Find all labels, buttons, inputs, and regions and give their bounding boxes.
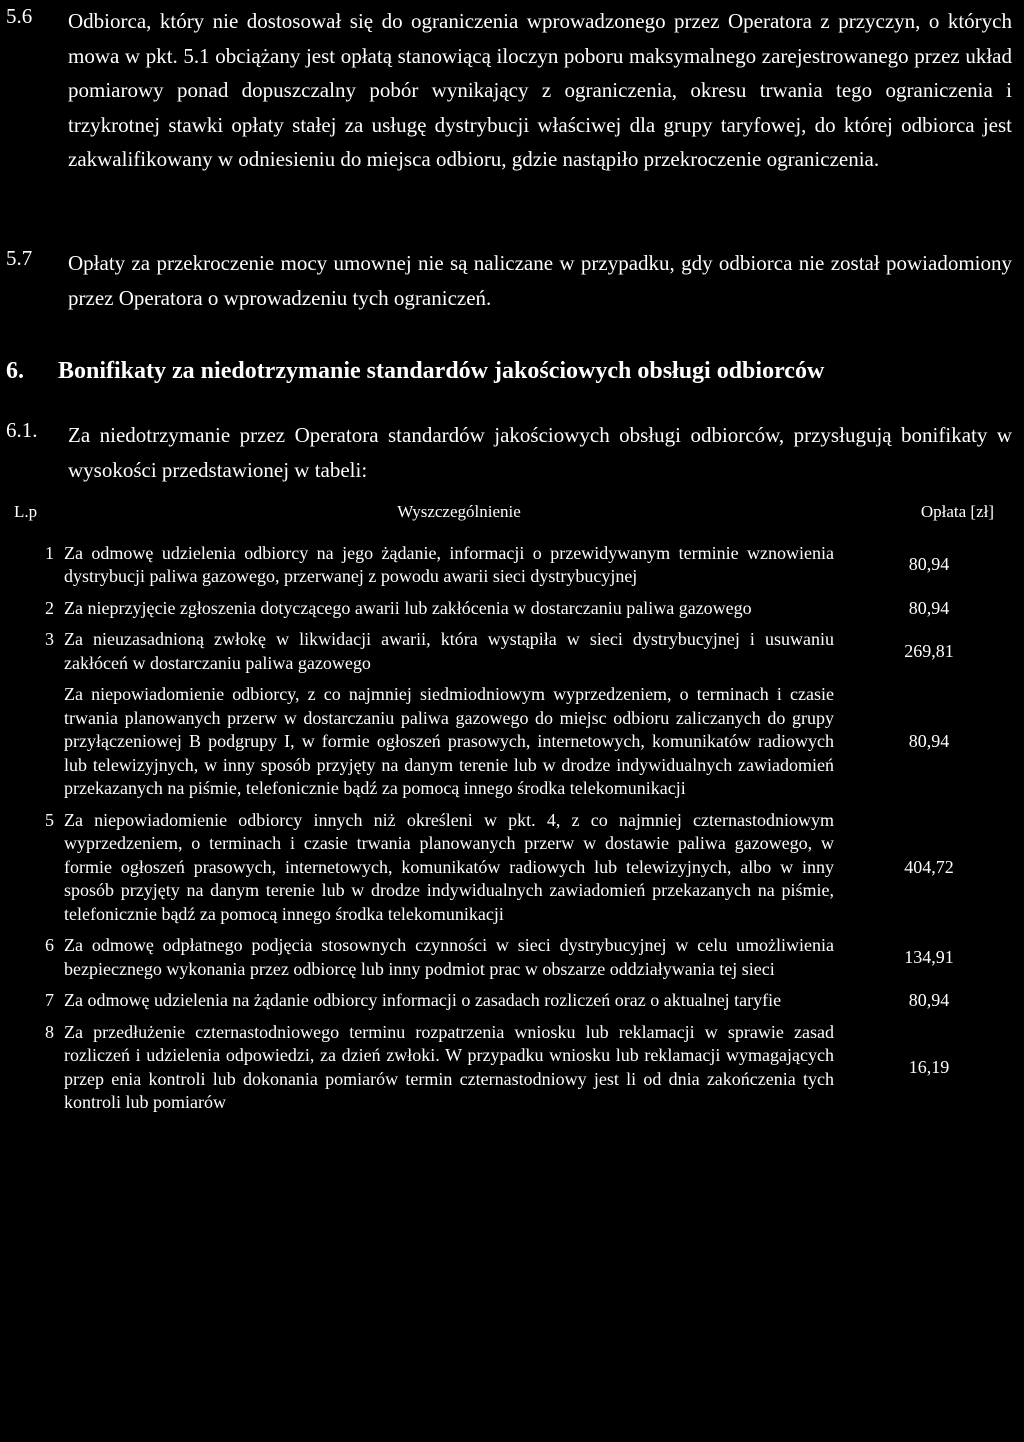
paragraph-text: Opłaty za przekroczenie mocy umownej nie są naliczane w przypadku, gdy odbiorca nie został powiadomiony przez Operatora o wprowadzeniu tych ograniczeń. <box>68 251 1012 310</box>
section-title: Bonifikaty za niedotrzymanie standardów jakościowych obsługi odbiorców <box>58 358 825 384</box>
row-description: Za niepowiadomienie odbiorcy, z co najmniej siedmiodniowym wyprzedzeniem, o terminach i czasie trwania planowanych przerw w dostarczaniu paliwa gazowego do miejsc odbioru zaliczanych do grupy przyłączeniowej B podgrupy I, w formie ogłoszeń prasowych, internetowych, komunikatów radiowych lub telewizyjnych, w inny sposób przyjęty na danym terenie lub w drodze indywidualnych zawiadomień przekazanych na piśmie, telefonicznie bądź za pomocą innego środka telekomunikacji <box>64 684 834 798</box>
row-fee: 16,19 <box>908 1056 950 1077</box>
row-description: Za nieprzyjęcie zgłoszenia dotyczącego awarii lub zakłócenia w dostarczaniu paliwa gazowego <box>64 597 752 618</box>
row-number: 1 <box>45 542 54 563</box>
row-fee: 269,81 <box>904 640 954 661</box>
paragraph-6-1 <box>6 418 1012 487</box>
table-row <box>14 1021 1004 1123</box>
table-row <box>14 934 1004 989</box>
table-row <box>14 542 1004 597</box>
row-number: 8 <box>45 1021 54 1042</box>
row-description: Za przedłużenie czternastodniowego terminu rozpatrzenia wniosku lub reklamacji w sprawie zasad rozliczeń i udzielenia odpowiedzi, za dzień zwłoki. W przypadku wniosku lub reklamacji wymagających przep enia kontroli lub dokonania pomiarów termin czternastodniowy jest li od dnia zakończenia tych kontroli lub pomiarów <box>64 1021 834 1112</box>
row-fee: 404,72 <box>904 856 954 877</box>
row-description: Za nieuzasadnioną zwłokę w likwidacji awarii, która wystąpiła w sieci dystrybucyjnej i usuwaniu zakłóceń w dostarczaniu paliwa gazowego <box>64 629 834 673</box>
table-row <box>14 628 1004 683</box>
row-description: Za odmowę odpłatnego podjęcia stosownych czynności w sieci dystrybucyjnej w celu umożliwienia bezpiecznego wykonania przez odbiorcę lub inny podmiot prac w obszarze oddziaływania tej sieci <box>64 935 834 979</box>
row-number: 2 <box>45 597 54 618</box>
section-number: 6. <box>6 358 24 384</box>
row-number: 3 <box>45 629 54 649</box>
row-fee: 80,94 <box>908 990 950 1010</box>
row-description: Za odmowę udzielenia na żądanie odbiorcy informacji o zasadach rozliczeń oraz o aktualnej taryfie <box>64 990 782 1010</box>
row-fee: 80,94 <box>908 597 950 618</box>
row-number: 5 <box>45 809 54 830</box>
row-description: Za niepowiadomienie odbiorcy innych niż określeni w pkt. 4, z co najmniej czternastodniowym wyprzedzeniem, o terminach i czasie trwania planowanych przerw w dostawie paliwa gazowego, w formie ogłoszeń prasowych, internetowych, komunikatów radiowych lub telewizyjnych, albo w inny sposób przyjęty na danym terenie lub w drodze indywidualnych zawiadomień przekazanych na piśmie, telefonicznie bądź za pomocą innego środka telekomunikacji <box>64 809 834 924</box>
row-number: 6 <box>45 935 54 955</box>
table-row <box>14 809 1004 935</box>
section-heading-6 <box>6 358 824 385</box>
column-header-fee: Opłata [zł] <box>920 502 994 521</box>
paragraph-number: 6.1. <box>6 418 38 442</box>
table-row <box>14 597 1004 629</box>
paragraph-text: Odbiorca, który nie dostosował się do ograniczenia wprowadzonego przez Operatora z przyczyn, o których mowa w pkt. 5.1 obciążany jest opłatą stanowiącą iloczyn poboru maksymalnego zarejestrowanego przez układ pomiarowy ponad dopuszczalny pobór wynikający z ograniczenia, okresu trwania tego ograniczenia i trzykrotnej stawki opłaty stałej za usługę dystrybucji właściwej dla grupy taryfowej, do której odbiorca jest zakwalifikowany w odniesieniu do miejsca odbioru, gdzie nastąpiło przekroczenie ograniczenia. <box>68 9 1012 171</box>
column-header-description: Wyszczególnienie <box>397 502 521 521</box>
table-row <box>14 989 1004 1021</box>
row-fee: 134,91 <box>904 946 954 967</box>
table-header-row <box>14 500 1004 542</box>
row-number: 7 <box>45 990 54 1010</box>
row-description: Za odmowę udzielenia odbiorcy na jego żądanie, informacji o przewidywanym terminie wznowienia dystrybucji paliwa gazowego, przerwanej z powodu awarii sieci dystrybucyjnej <box>64 542 834 586</box>
row-number <box>14 683 64 809</box>
row-fee: 80,94 <box>908 554 950 575</box>
row-fee: 80,94 <box>908 731 950 751</box>
bonus-table <box>14 500 1004 1123</box>
column-header-lp: L.p <box>14 502 38 521</box>
table-row <box>14 683 1004 809</box>
paragraph-5-6 <box>6 4 1012 177</box>
paragraph-number: 5.6 <box>6 4 33 28</box>
paragraph-text: Za niedotrzymanie przez Operatora standardów jakościowych obsługi odbiorców, przysługują bonifikaty w wysokości przedstawionej w tabeli: <box>68 423 1012 482</box>
paragraph-number: 5.7 <box>6 246 33 270</box>
paragraph-5-7 <box>6 246 1012 315</box>
